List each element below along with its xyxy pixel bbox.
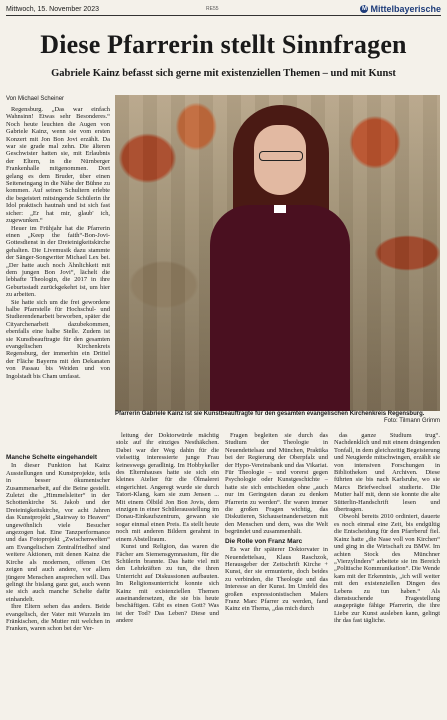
issue-date: Mittwoch, 15. November 2023 — [6, 5, 99, 13]
paragraph: leitung der Doktorwürde mächtig stolz auf ihr einziges Nesthäkchen. Dabei war der Weg dahin für die vielseitig interessierte junge Frau keineswegs geradlinig. Im Hobbykeller des Elternhauses hatte sie sich ein kleines Atelier für die Ölmalerei eingerichtet. Angeregt wurde sie durch Tatort-Klang, kam sie zum Jensen ... Mit einem Ölbild Jon Bon Jovis, dem einzigen in einer Schülerausstellung im Donau-Einkaufszentrum, gewann sie sogar einmal einen Preis. Es stellt heute noch mit anderen Bildern gerahmt in einem Abstellraum. — [116, 432, 219, 543]
paragraph: Regensburg. „Das war einfach Wahnsinn! Etwas sehr Besonderes.“ Noch heute leuchten die Augen von Gabriele Kainz, wenn sie vom ersten Konzert mit Jon Bon Jovi erzählt. Da war sie grade mal zehn. Die älteren Geschwister hatten sie, mit Erlaubnis der Eltern, in die Nürnberger Frankenhalle mitgenommen. Dort gelang es dem Bruder, über einen Seiteneingang in die Nähe der Bühne zu kommen. Auf seinen Schultern erlebte die begeistert mitsingende Schülerin ihr Idol praktisch hautnah und ist sich fast sicher: „Er hat mir, glaub' ich, zugewunken.“ — [6, 106, 110, 225]
paragraph: Sie hatte sich um die frei gewordene halbe Pfarrstelle für Hochschul- und Studierendenarbeit beworben, später die Cityarchenarbeit dazubekommen, ebenfalls eine halbe Stelle. Zudem ist sie Kunstbeauftragte für den gesamten evangelischen Kirchenkreis Regensburg, der immerhin ein Drittel der Fläche Bayerns mit den Dekanaten von Passau bis Weiden und von Ingolstadt bis Cham umfasst. — [6, 298, 110, 380]
text-column-4 — [334, 432, 440, 718]
paragraph: das ganze Studium trug“. Nachdenklich und mit einem drängenden Tonfall, in dem gleichzeitig Begeisterung und Neugierde mitschwingen, erzählt sie von intensiven Forschungen in Bibliotheken und Archiven. Diese führten sie bis nach Karlsruhe, wo sie Marcs Briefwechsel studierte. Die Mutter half mit, denn sie konnte die alte Sütterlin-Handschrift lesen und übertragen. — [334, 432, 440, 514]
ressort-code: RE55 — [206, 6, 219, 12]
text-column-1 — [6, 106, 110, 451]
caption-text: Pfarrerin Gabriele Kainz ist sie Kunstbeauftragte für den gesamten evangelischen Kirchenkreis Regensburg. — [115, 411, 425, 417]
subheading-schelte: Manche Schelte eingehandelt — [6, 454, 98, 461]
header-rule — [6, 15, 441, 16]
newspaper-logo — [360, 4, 441, 14]
photo-credit: Foto: Tilmann Grimm — [383, 418, 440, 424]
paragraph: Obwohl bereits 2010 ordiniert, dauerte es noch einmal eine Zeit, bis endgültig die Entscheidung für den Pfarrberuf fiel. Kainz hatte „die Nase voll von Kirchen“ und ging in die Wirtschaft zu BMW. Im achten Stock des Münchner „Vierzylinders“ arbeitete sie im Bereich „Politische Kommunikation“. Die Wende kam mit der Erkenntnis, „ich will weiter mit den existenziellen Dingen des Lebens zu tun haben.“ Als dienstsuchende Fragestellung ausgeprägte fähige Pfarrerin, die ihre Liebe zur Kunst ausleben kann, gelingt ihr das fast tägliche. — [334, 513, 440, 625]
paragraph: Ihre Eltern sehen das anders. Beide evangelisch, der Vater mit Wurzeln im Fränkischen, die Mutter mit welchen in Franken, waren schon bei der Ver- — [6, 603, 110, 633]
paragraph: Es war ihr späterer Doktorvater in Neuendettelsau, Klaus Raschzok, Herausgeber der Zeitschrift Kirche + Kunst, der sie ermunterte, doch beides zu verbinden, die Theologie und das Interesse an der Kunst. Im Umfeld des großen expressionistischen Malers Franz Marc Pfarrer zu werden, fand Kainz ein Thema, „das mich durch — [225, 546, 328, 613]
text-column-3 — [225, 432, 328, 718]
subheading-franz-marc: Die Rolle von Franz Marc — [225, 537, 303, 545]
logo-mark-icon: M — [361, 6, 367, 12]
article-subtitle: Gabriele Kainz befasst sich gerne mit existenziellen Themen – und mit Kunst — [51, 68, 396, 79]
clerical-collar — [274, 205, 286, 213]
paragraph: Heuer im Frühjahr hat die Pfarrerin einen „Keep the faith“-Bon-Jovi-Gottesdienst in der Dreieinigkeitskirche gehalten. Die Livemusik dazu stammte der Sänger-Songwriter Michael Lex bei. „Der hatte auch noch Ähnlichkeit mit dem jungen Bon Jovi“, lächelt die lebhafte Theologin, die 2017 in ihre Geburtsstadt zurückgekehrt ist, um hier zu arbeiten. — [6, 224, 110, 299]
byline: Von Michael Scheiner — [6, 96, 65, 102]
text-column-2 — [116, 432, 219, 718]
page-header — [6, 3, 441, 15]
logo-text: Mittelbayerische — [370, 4, 441, 14]
paragraph: Kunst und Religion, das waren die Fächer am Siemensgymnasium, für die Schülerin brannte. Das hatte viel mit den Lehrkräften zu tun, die ihren Unterricht auf Diskussionen aufbauten. Im Religionsunterricht konnte sich Kainz mit existenziellen Themen auseinandersetzen, die sie bis heute beschäftigen. Gibt es einen Gott? Was ist der Tod? Das Leben? Diese und andere — [116, 543, 219, 625]
glasses-icon — [259, 151, 303, 161]
text-column-1-lower — [6, 452, 110, 718]
paragraph: Fragen begleiten sie durch das Studium der Theologie in Neuendettelsau und München, Praktika bei der Regierung der Oberpfalz und der Hypo-Vereinsbank und das Vikariat. Für Theologie – und vorerst gegen Psychologie oder Kunstgeschichte – hatte sie sich entschieden ohne „auch nur im Geringsten daran zu denken Pfarrerin zu werden“. Ihr waren immer die großen Fragen wichtig, das Diskutieren, Sichauseinandersetzen mit den Menschen und dem, was die Welt begründet und zusammenhält. — [225, 432, 328, 536]
portrait-photo — [115, 95, 440, 411]
paragraph: In dieser Funktion hat Kainz Ausstellungen und Kunstprojekte, teils in besser ökumenischer Zusammenarbeit, auf die Beine gestellt. Zuletzt die „Himmelsleiter“ in der Schottenkirche St. Jakob und der Dreieinigkeitskirche, vor acht Jahren das Kunstprojekt „Stairway to Heaven“ ungewöhnlich viele Besucher angezogen hat. Eine Tanzperformance und das Fotoprojekt „Zwischenwelten“ am Evangelischen Zentralfriedhof sind weitere Aktionen, mit denen Kainz die Kirche als modernen, offenen Ort zeigen und auch andere, vor allem jüngere Menschen ansprechen will. Das gelingt ihr bislang ganz gut, auch wenn sie sich auch manche Schelte dafür einhandelt. — [6, 462, 110, 603]
article-title: Diese Pfarrerin stellt Sinnfragen — [40, 30, 407, 59]
photo-caption — [115, 411, 440, 424]
